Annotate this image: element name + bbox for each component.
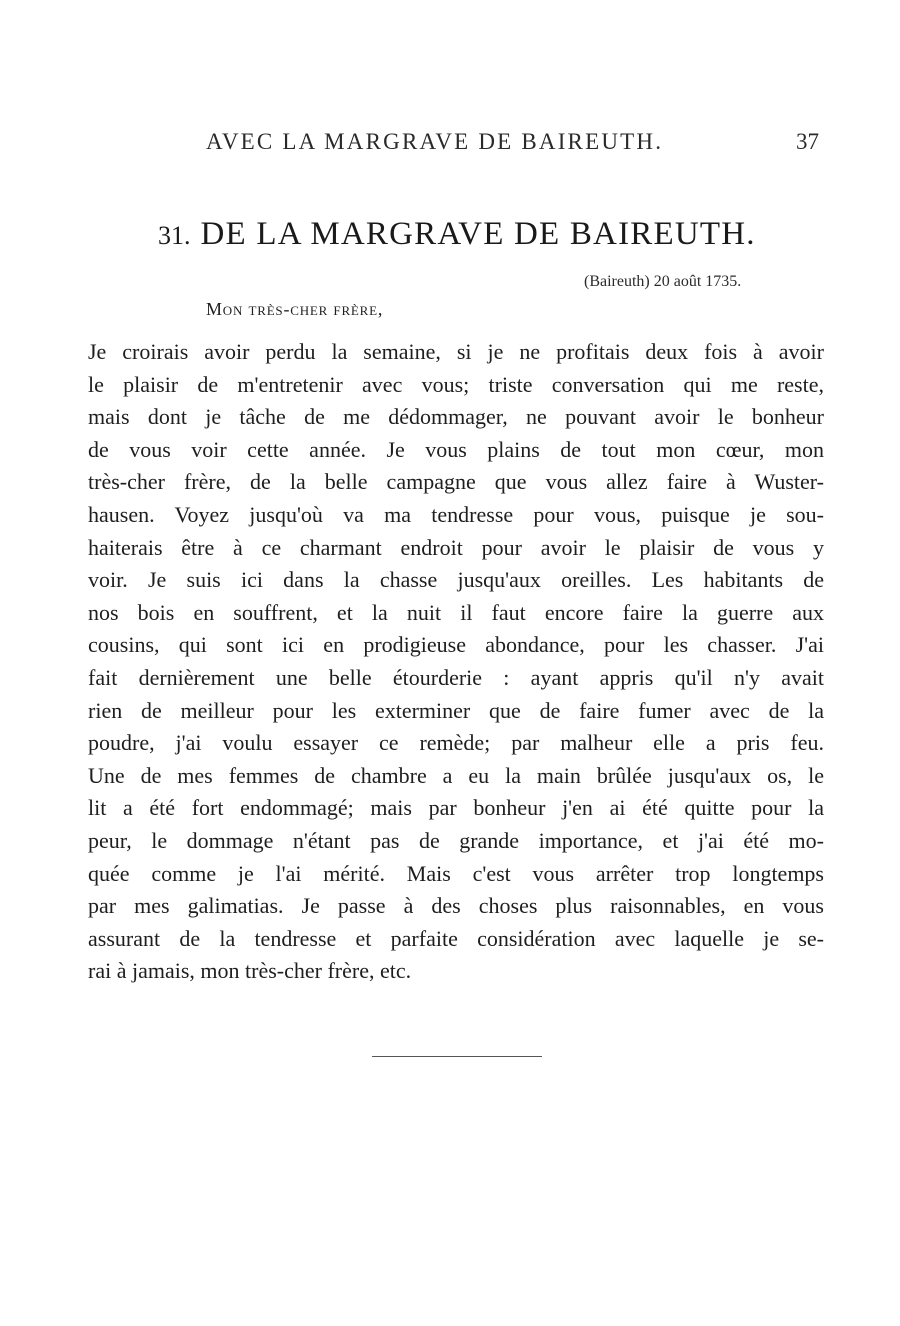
dateline: (Baireuth) 20 août 1735. xyxy=(584,273,742,290)
letter-title: DE LA MARGRAVE DE BAIREUTH. xyxy=(200,216,756,252)
body-line: Je croirais avoir perdu la semaine, si je ne profitais deux fois à avoir xyxy=(88,339,824,364)
body-line: Une de mes femmes de chambre a eu la main brûlée jusqu'aux os, le xyxy=(88,762,824,788)
letter-heading xyxy=(158,216,756,253)
running-head-title: AVEC LA MARGRAVE DE BAIREUTH. xyxy=(206,129,664,154)
body-line: quée comme je l'ai mérité. Mais c'est vous arrêter trop longtemps xyxy=(88,860,824,886)
salutation: Mon très-cher frère, xyxy=(206,299,384,319)
body-line: assurant de la tendresse et parfaite considération avec laquelle je se- xyxy=(88,925,824,951)
section-divider xyxy=(372,1056,542,1057)
body-line: poudre, j'ai voulu essayer ce remède; par malheur elle a pris feu. xyxy=(88,730,824,756)
body-line: lit a été fort endommagé; mais par bonheur j'en ai été quitte pour la xyxy=(88,795,824,821)
body-line: fait dernièrement une belle étourderie : ayant appris qu'il n'y avait xyxy=(88,664,824,690)
body-line: rai à jamais, mon très-cher frère, etc. xyxy=(88,958,412,984)
letter-body xyxy=(88,336,824,988)
body-line: le plaisir de m'entretenir avec vous; triste conversation qui me reste, xyxy=(88,371,824,397)
page-number: 37 xyxy=(796,129,819,154)
body-line: cousins, qui sont ici en prodigieuse abondance, pour les chasser. J'ai xyxy=(88,632,824,658)
body-line: haiterais être à ce charmant endroit pour avoir le plaisir de vous y xyxy=(88,534,824,560)
body-line: très-cher frère, de la belle campagne que vous allez faire à Wuster- xyxy=(88,469,824,495)
body-line: nos bois en souffrent, et la nuit il faut encore faire la guerre aux xyxy=(88,599,824,625)
letter-number: 31. xyxy=(158,221,191,250)
body-line: rien de meilleur pour les exterminer que de faire fumer avec de la xyxy=(88,697,824,723)
body-line: hausen. Voyez jusqu'où va ma tendresse pour vous, puisque je sou- xyxy=(88,501,824,527)
body-line: peur, le dommage n'étant pas de grande importance, et j'ai été mo- xyxy=(88,827,824,853)
body-line: par mes galimatias. Je passe à des choses plus raisonnables, en vous xyxy=(88,893,824,919)
body-line: mais dont je tâche de me dédommager, ne pouvant avoir le bonheur xyxy=(88,404,824,430)
body-line: de vous voir cette année. Je vous plains de tout mon cœur, mon xyxy=(88,436,824,462)
body-line: voir. Je suis ici dans la chasse jusqu'aux oreilles. Les habitants de xyxy=(88,567,824,593)
